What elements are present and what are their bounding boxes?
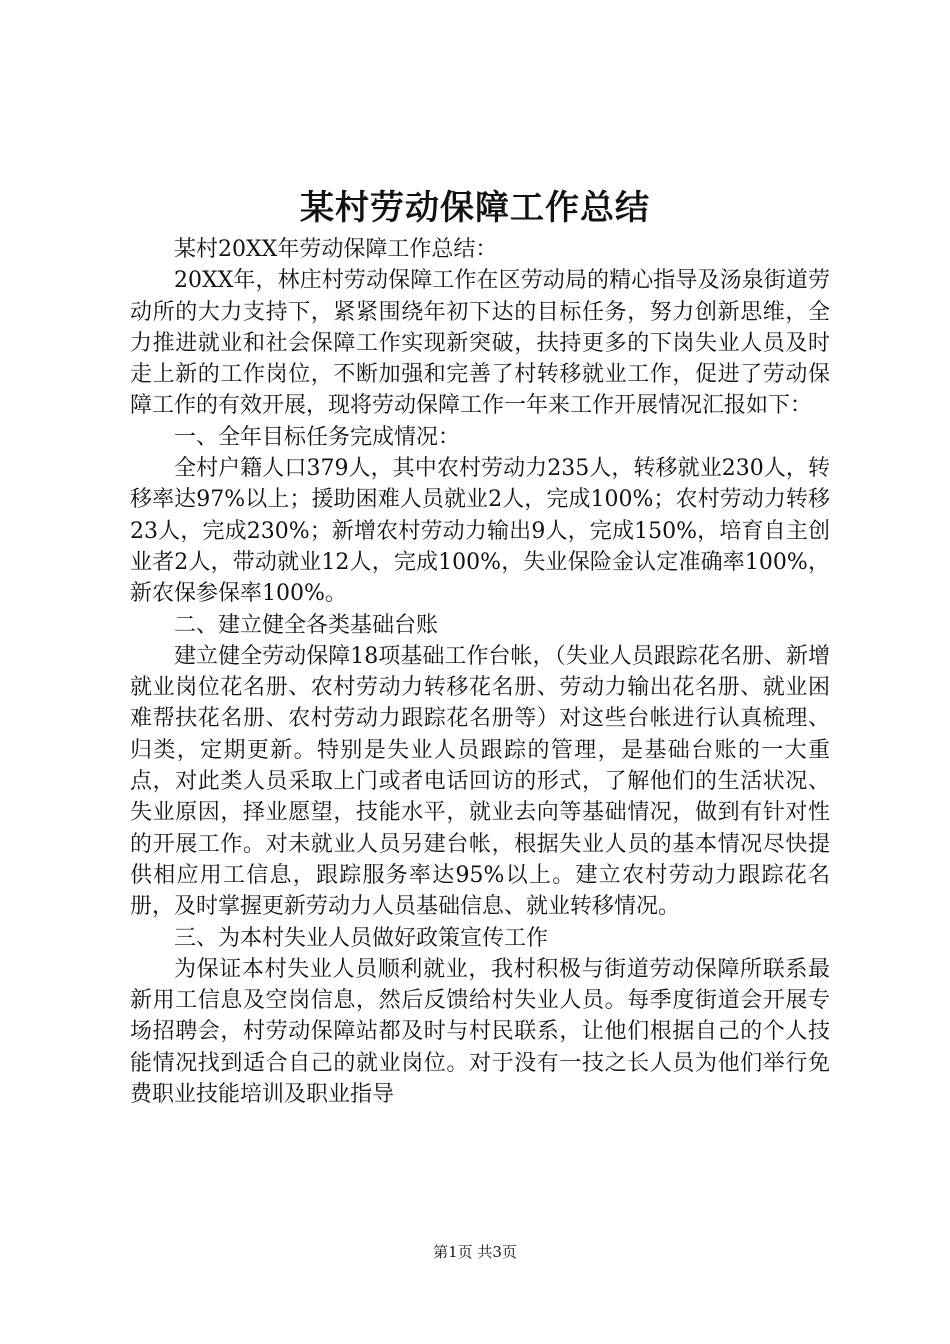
- section-2-paragraph: 建立健全劳动保障18项基础工作台帐，（失业人员跟踪花名册、新增就业岗位花名册、农村劳动力转移花名册、劳动力输出花名册、就业困难帮扶花名册、农村劳动力跟踪花名册等）对这些台帐进行认真梳理、归类，定期更新。特别是失业人员跟踪的管理，是基础台账的一大重点，对此类人员采取上门或者电话回访的形式，了解他们的生活状况、失业原因，择业愿望，技能水平，就业去向等基础情况，做到有针对性的开展工作。对未就业人员另建台帐，根据失业人员的基本情况尽快提供相应用工信息，跟踪服务率达95%以上。建立农村劳动力跟踪花名册，及时掌握更新劳动力人员基础信息、就业转移情况。: [130, 643, 830, 920]
- section-1-paragraph: 全村户籍人口379人，其中农村劳动力235人，转移就业230人，转移率达97%以上；援助困难人员就业2人，完成100%；农村劳动力转移23人，完成230%；新增农村劳动力输出9人，完成150%，培育自主创业者2人，带动就业12人，完成100%，失业保险金认定准确率100%，新农保参保率100%。: [130, 456, 830, 607]
- section-heading-3: 三、为本村失业人员做好政策宣传工作: [174, 925, 549, 951]
- intro-paragraph: 20XX年，林庄村劳动保障工作在区劳动局的精心指导及汤泉街道劳动所的大力支持下，紧紧围绕年初下达的目标任务，努力创新思维，全力推进就业和社会保障工作实现新突破，扶持更多的下岗失业人员及时走上新的工作岗位，不断加强和完善了村转移就业工作，促进了劳动保障工作的有效开展，现将劳动保障工作一年来工作开展情况汇报如下：: [130, 268, 830, 419]
- page-number-footer: 第1页 共3页: [433, 1243, 517, 1261]
- section-3-paragraph: 为保证本村失业人员顺利就业，我村积极与街道劳动保障所联系最新用工信息及空岗信息，然后反馈给村失业人员。每季度街道会开展专场招聘会，村劳动保障站都及时与村民联系，让他们根据自己的个人技能情况找到适合自己的就业岗位。对于没有一技之长人员为他们举行免费职业技能培训及职业指导: [130, 956, 830, 1108]
- document-body: [130, 234, 830, 1110]
- opening-line: 某村20XX年劳动保障工作总结：: [174, 237, 498, 262]
- document-title: 某村劳动保障工作总结: [300, 188, 650, 228]
- section-heading-2: 二、建立健全各类基础台账: [174, 612, 439, 638]
- section-heading-1: 一、全年目标任务完成情况：: [174, 424, 461, 450]
